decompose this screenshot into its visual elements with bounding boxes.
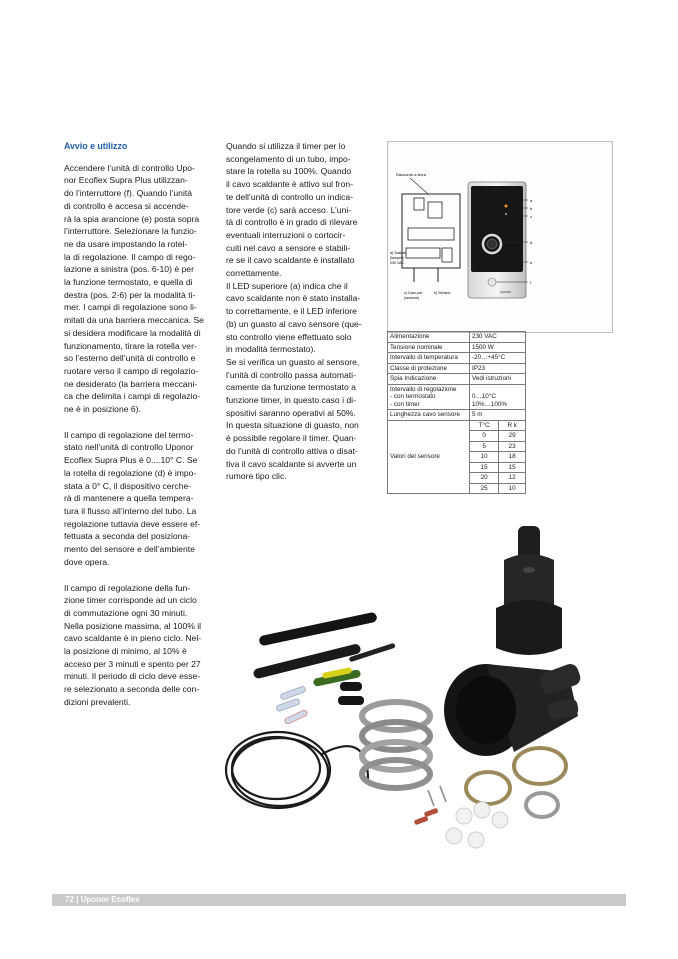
spec-value: -20…+45°C bbox=[470, 353, 526, 364]
screws-and-plugs bbox=[414, 786, 508, 848]
table-row bbox=[388, 332, 526, 343]
spec-label: Tensione nominale bbox=[388, 342, 470, 353]
spec-label: Classe di protezione bbox=[388, 363, 470, 374]
reg-timer-value: 10%…100% bbox=[472, 400, 508, 408]
callout-d: d bbox=[530, 240, 533, 245]
sensor-resistance: 29 bbox=[499, 431, 526, 442]
brand-label: uponor bbox=[500, 290, 511, 294]
text-line: to correttamente, e il LED inferiore bbox=[226, 306, 357, 317]
page-number-footer: 72 | Uponor Ecoflex bbox=[65, 895, 140, 904]
text-line: correttamente. bbox=[226, 268, 282, 279]
callout-e: e bbox=[530, 260, 533, 265]
text-line: nor Ecoflex Supra Plus utilizzan- bbox=[64, 175, 188, 186]
led-indicator-icon bbox=[505, 213, 507, 215]
text-line: funzione timer, in questo caso i di- bbox=[226, 395, 356, 406]
callout-a: a bbox=[530, 198, 533, 203]
text-line: l’unità di controllo passa automati- bbox=[226, 369, 356, 380]
text-line: cavo scaldante è in pieno ciclo. Nel- bbox=[64, 633, 202, 644]
section-heading: Avvio e utilizzo bbox=[64, 141, 128, 151]
sensor-resistance: 18 bbox=[499, 452, 526, 463]
text-line: destra (pos. 2-6) per la modalità ti- bbox=[64, 289, 196, 300]
spec-value: 230 VAC bbox=[470, 332, 526, 343]
spec-value bbox=[470, 384, 526, 410]
text-line: funzionamento, tirare la rotella ver- bbox=[64, 340, 197, 351]
text-line: re se il cavo scaldante è installato bbox=[226, 255, 355, 266]
spec-value: 1500 W bbox=[470, 342, 526, 353]
text-line: scongelamento di un tubo, impo- bbox=[226, 153, 351, 164]
text-line: mitati da una barriera meccanica. Se bbox=[64, 315, 204, 326]
end-cap-upper bbox=[496, 526, 562, 655]
text-line: acceso per 3 minuti e spento per 27 bbox=[64, 658, 201, 669]
text-line: so l’esterno dell’unità di controllo e bbox=[64, 353, 196, 364]
paragraph-thermostat-range bbox=[64, 429, 210, 569]
text-line: tà di controllo è in grado di rilevare bbox=[226, 217, 358, 228]
text-line: dove opera. bbox=[64, 556, 110, 567]
text-line: In questa situazione di guasto, non bbox=[226, 420, 359, 431]
text-line: Il campo di regolazione del termo- bbox=[64, 429, 194, 440]
heat-shrink-tubes bbox=[252, 612, 395, 705]
paragraph-timer-range bbox=[64, 582, 210, 709]
text-line: Quando si utilizza il timer per lo bbox=[226, 141, 346, 151]
specifications-table bbox=[387, 331, 526, 494]
spec-label: Lunghezza cavo sensore bbox=[388, 410, 470, 421]
sensor-header-temp: T°C bbox=[470, 420, 499, 431]
table-row bbox=[388, 374, 526, 385]
text-line: camente da funzione termostato a bbox=[226, 382, 356, 393]
text-line: mer. I campi di regolazione sono li- bbox=[64, 302, 197, 313]
sensor-temp: 10 bbox=[470, 452, 499, 463]
text-line: tura il flusso all’interno del tubo. La bbox=[64, 505, 197, 516]
sensor-resistance: 23 bbox=[499, 441, 526, 452]
spec-label: Intervallo di temperatura bbox=[388, 353, 470, 364]
text-line: regolazione tuttavia deve essere ef- bbox=[64, 518, 201, 529]
splice-connectors bbox=[276, 686, 308, 725]
text-line: dizioni prevalenti. bbox=[64, 696, 131, 707]
sensor-temp: 25 bbox=[470, 483, 499, 494]
text-line: re selezionato a seconda delle con- bbox=[64, 684, 200, 695]
label-supply: a) Scatola bbox=[390, 251, 407, 255]
text-line: ca che delimita i campi di regolazio- bbox=[64, 391, 201, 402]
kit-components-illustration bbox=[218, 520, 616, 880]
reg-timer-label: - con timer bbox=[390, 400, 420, 408]
table-row bbox=[388, 353, 526, 364]
text-line: te dell’unità di controllo un indica- bbox=[226, 191, 354, 202]
text-line: in modalità termostato). bbox=[226, 344, 316, 355]
sensor-header-resistance: R k bbox=[499, 420, 526, 431]
label-cable: c) Cavo per bbox=[404, 291, 423, 295]
reg-label: Intervallo di regolazione bbox=[390, 385, 457, 393]
text-line: (b) un guasto al cavo sensore (que- bbox=[226, 318, 362, 329]
text-line: Nella posizione massima, al 100% il bbox=[64, 620, 202, 631]
sensor-temp: 5 bbox=[470, 441, 499, 452]
text-line: eventuali interruzioni o cortocir- bbox=[226, 229, 346, 240]
text-line: Accendere l’unità di controllo Upo- bbox=[64, 162, 195, 173]
text-line: Ecoflex Supra Plus è 0....10° C. Se bbox=[64, 455, 198, 466]
text-line: tiva il cavo scaldante si avverte un bbox=[226, 458, 357, 469]
end-cap-lower bbox=[444, 662, 583, 756]
text-line: la di regolazione. Il campo di rego- bbox=[64, 251, 196, 262]
sensor-resistance: 12 bbox=[499, 473, 526, 484]
text-line: il cavo scaldante è attivo sul fron- bbox=[226, 179, 354, 190]
text-line: rumore tipo clic. bbox=[226, 471, 287, 482]
label-ground: Raccordo a terra bbox=[396, 172, 426, 177]
text-line: rà la spia arancione (e) posta sopra bbox=[64, 213, 200, 224]
text-line: ne è in posizione 6). bbox=[64, 404, 141, 415]
text-line: lazione a sinistra (pos. 6-10) è per bbox=[64, 264, 194, 275]
label-supply: 230 VAC bbox=[390, 261, 405, 265]
text-line: cavo scaldante non è stato installa- bbox=[226, 293, 361, 304]
sensor-cable-coil bbox=[226, 732, 368, 808]
reg-thermo-label: - con termostato bbox=[390, 393, 436, 400]
text-line: rà di mantenere a quella tempera- bbox=[64, 493, 194, 504]
text-line: la posizione di minimo, al 10% è bbox=[64, 646, 187, 657]
spec-label: Spia Indicazione bbox=[388, 374, 470, 385]
spec-value: 5 m bbox=[470, 410, 526, 421]
sensor-resistance: 15 bbox=[499, 462, 526, 473]
spec-value: Vedi istruzioni bbox=[470, 374, 526, 385]
control-unit-drawing bbox=[388, 142, 612, 332]
installation-kit-photo bbox=[218, 520, 616, 880]
sensor-temp: 0 bbox=[470, 431, 499, 442]
text-line: zione timer corrisponde ad un ciclo bbox=[64, 595, 197, 606]
text-line: ne desiderato (la barriera meccani- bbox=[64, 378, 198, 389]
callout-f: f bbox=[530, 280, 532, 285]
spec-label: Alimentazione bbox=[388, 332, 470, 343]
text-line: stato nell’unità di controllo Uponor bbox=[64, 442, 194, 453]
text-line: la rotella di regolazione (d) è impo- bbox=[64, 467, 197, 478]
text-line: spositivi saranno operativi al 50%. bbox=[226, 407, 356, 418]
text-line: Il campo di regolazione della fun- bbox=[64, 582, 191, 593]
power-switch-icon bbox=[488, 278, 496, 286]
text-line: minuti. Il periodo di ciclo deve esse- bbox=[64, 671, 201, 682]
label-sensor: b) Sensori bbox=[434, 291, 451, 295]
text-line: mento del sensore e dell’ambiente bbox=[64, 544, 195, 555]
text-line: l’interruttore. Selezionare la funzio- bbox=[64, 226, 197, 237]
callout-b: b bbox=[530, 206, 533, 211]
text-line: di commutazione ogni 30 minuti. bbox=[64, 607, 188, 618]
sensor-temp: 20 bbox=[470, 473, 499, 484]
footer-bar bbox=[52, 894, 626, 906]
text-line: fettuata a seconda del posiziona- bbox=[64, 531, 191, 542]
control-unit-front-panel bbox=[471, 186, 523, 272]
table-row bbox=[388, 384, 526, 410]
sensor-values-label: Valori del sensore bbox=[388, 420, 470, 494]
text-line: di controllo è accesa si accende- bbox=[64, 200, 189, 211]
text-line: cuiti nel cavo a sensore e stabili- bbox=[226, 242, 351, 253]
sensor-temp: 15 bbox=[470, 462, 499, 473]
text-line: do l’unità di controllo attiva o disat- bbox=[226, 445, 358, 456]
table-row bbox=[388, 420, 526, 431]
label-supply: (lampeti) bbox=[390, 256, 404, 260]
text-line: tore verde (c) sarà acceso. L’uni- bbox=[226, 204, 352, 215]
label-cable: (sensore) bbox=[404, 296, 420, 300]
table-row bbox=[388, 342, 526, 353]
text-column-left bbox=[64, 140, 210, 722]
text-line: sto controllo viene effettuato solo bbox=[226, 331, 352, 342]
led-indicator-icon bbox=[505, 205, 508, 208]
control-unit-diagram bbox=[387, 141, 613, 333]
spec-value: IP23 bbox=[470, 363, 526, 374]
text-line: la funzione termostato, e quella di bbox=[64, 277, 193, 288]
text-line: è possibile regolare il timer. Quan- bbox=[226, 433, 357, 444]
text-line: Se si verifica un guasto al sensore, bbox=[226, 356, 360, 367]
text-line: ruotare verso il campo di regolazio- bbox=[64, 365, 199, 376]
callout-c: c bbox=[530, 214, 532, 219]
text-line: do l’interruttore (f). Quando l’unità bbox=[64, 188, 193, 199]
reg-thermo-value: 0…10°C bbox=[472, 393, 496, 400]
table-row bbox=[388, 363, 526, 374]
text-column-middle bbox=[226, 140, 372, 483]
text-line: stare la rotella su 100%. Quando bbox=[226, 166, 352, 177]
text-line: ne da usare impostando la rotel- bbox=[64, 238, 188, 249]
text-line: si desidera modificare la modalità di bbox=[64, 327, 201, 338]
paragraph-startup bbox=[64, 162, 210, 416]
text-line: stata a 0° C, il dispositivo cerche- bbox=[64, 480, 192, 491]
table-row bbox=[388, 410, 526, 421]
sensor-resistance: 10 bbox=[499, 483, 526, 494]
spec-label bbox=[388, 384, 470, 410]
text-line: Il LED superiore (a) indica che il bbox=[226, 280, 348, 291]
